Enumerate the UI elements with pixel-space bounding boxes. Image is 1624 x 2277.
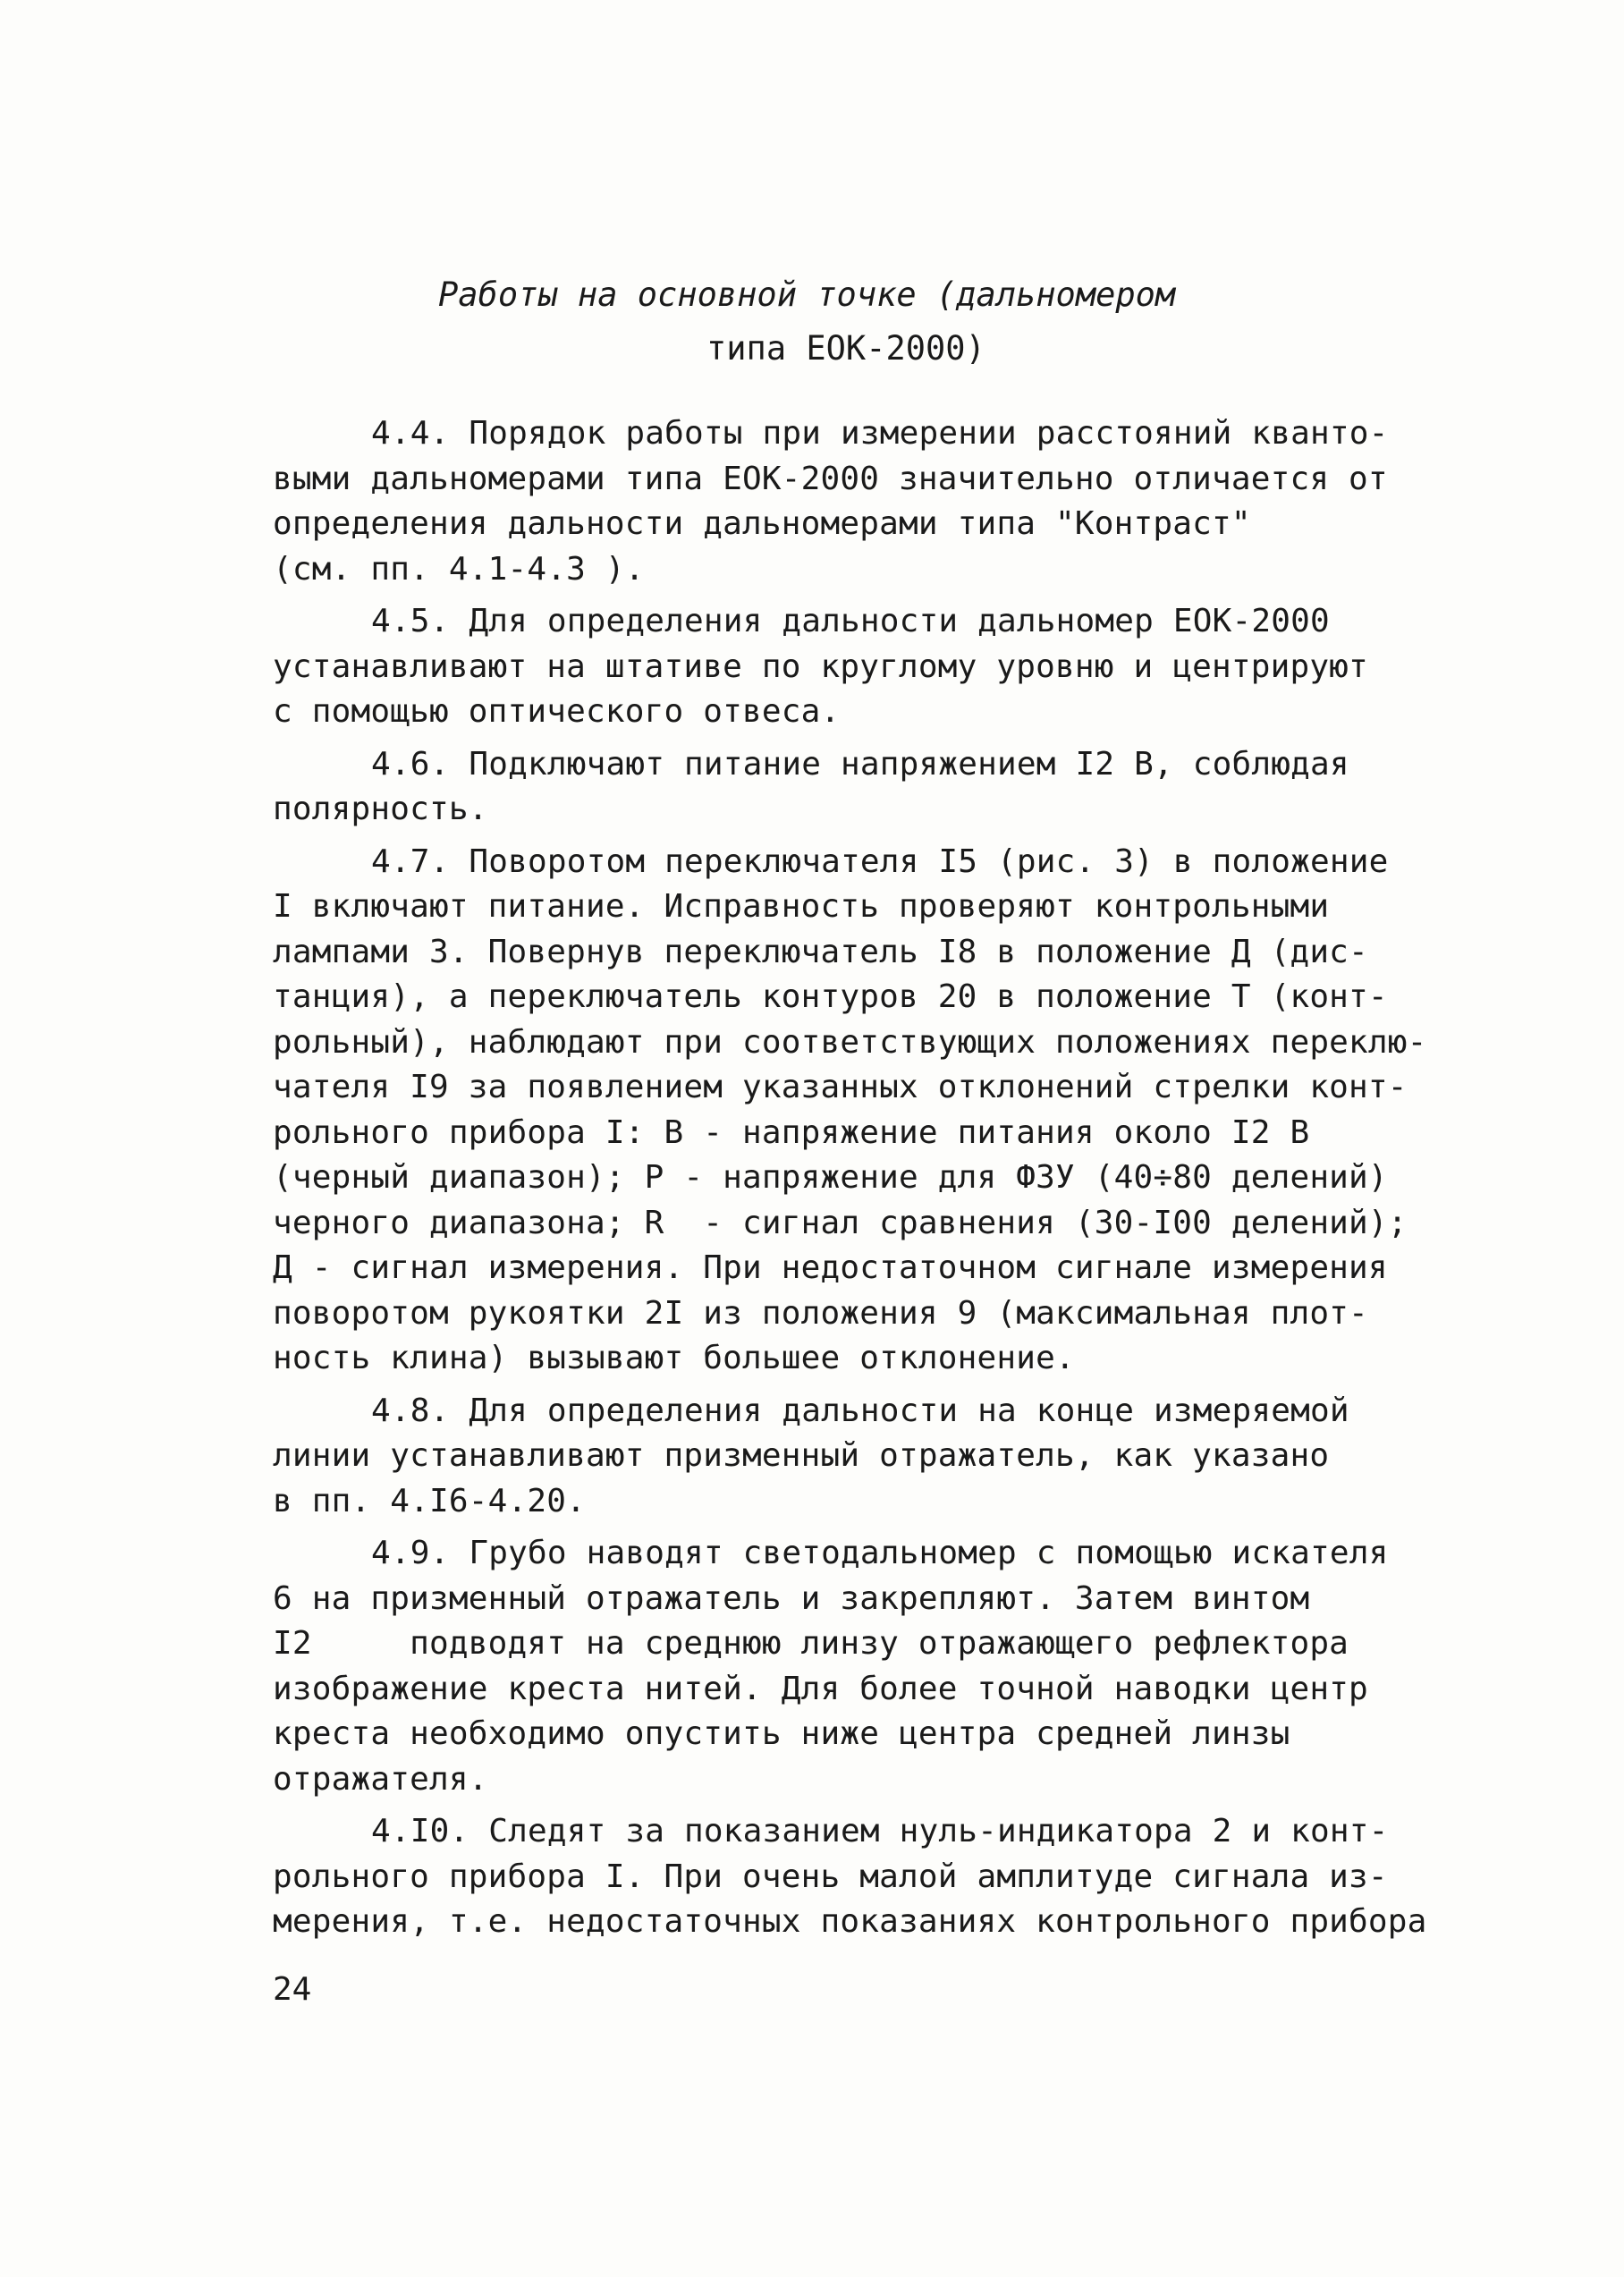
text-line: 4.5. Для определения дальности дальномер ЕОК-2000 (371, 603, 1330, 639)
paragraph-4-5 (273, 599, 1426, 735)
text-line: (черный диапазон); Р - напряжение для ФЗУ (40÷80 делений) (273, 1159, 1388, 1196)
text-line: рольный), наблюдают при соответствующих положениях переклю- (273, 1023, 1427, 1061)
text-line: изображение креста нитей. Для более точной наводки центр (273, 1670, 1368, 1707)
paragraph-4-6 (273, 742, 1426, 833)
text-line: 4.6. Подключают питание напряжением I2 В, соблюдая (371, 745, 1349, 783)
text-line: поворотом рукоятки 2I из положения 9 (максимальная плот- (273, 1294, 1368, 1332)
text-line: (см. пп. 4.1-4.3 ). (273, 550, 645, 588)
text-line: 4.4. Порядок работы при измерении расстояний кванто- (371, 415, 1389, 452)
text-line: отражателя. (273, 1760, 488, 1798)
heading-line-1: Работы на основной точке (дальномером (438, 275, 1176, 314)
text-line: I2 подводят на среднюю линзу отражающего рефлектора (273, 1625, 1349, 1662)
section-heading (268, 268, 1341, 376)
text-line: в пп. 4.I6-4.20. (273, 1482, 586, 1519)
text-line: лампами 3. Повернув переключатель I8 в положение Д (дис- (273, 933, 1368, 970)
paragraph-4-10 (273, 1809, 1426, 1945)
text-line: ность клина) вызывают большее отклонение. (273, 1340, 1075, 1376)
text-line: устанавливают на штативе по круглому уровню и центрируют (273, 648, 1368, 685)
page-number: 24 (273, 1971, 312, 2008)
text-line: определения дальности дальномерами типа "Контраст" (273, 505, 1251, 542)
paragraph-4-8 (273, 1389, 1426, 1525)
heading-line-2: типа ЕОК-2000) (706, 329, 985, 368)
text-line: чателя I9 за появлением указанных отклонений стрелки конт- (273, 1069, 1408, 1105)
paragraph-4-9 (273, 1531, 1426, 1802)
text-line: рольного прибора I. При очень малой амплитуде сигнала из- (273, 1858, 1388, 1895)
text-line: 4.9. Грубо наводят светодальномер с помощью искателя (371, 1535, 1389, 1571)
body-text (273, 411, 1426, 1952)
text-line: выми дальномерами типа ЕОК-2000 значительно отличается от (273, 460, 1388, 497)
text-line: черного диапазона; R - сигнал сравнения (30-I00 делений); (273, 1204, 1408, 1241)
text-line: 4.I0. Следят за показанием нуль-индикатора 2 и конт- (371, 1813, 1389, 1850)
paragraph-4-7 (273, 840, 1426, 1382)
text-line: танция), а переключатель контуров 20 в положение Т (конт- (273, 978, 1388, 1015)
paragraph-4-4 (273, 411, 1426, 592)
text-line: мерения, т.е. недостаточных показаниях контрольного прибора (273, 1903, 1427, 1940)
text-line: I включают питание. Исправность проверяют контрольными (273, 888, 1330, 925)
text-line: креста необходимо опустить ниже центра средней линзы (273, 1715, 1290, 1752)
text-line: полярность. (273, 791, 488, 827)
text-line: рольного прибора I: В - напряжение питания около I2 В (273, 1113, 1310, 1151)
text-line: 4.8. Для определения дальности на конце измеряемой (371, 1392, 1349, 1429)
text-line: 4.7. Поворотом переключателя I5 (рис. 3) в положение (371, 842, 1389, 880)
text-line: Д - сигнал измерения. При недостаточном сигнале измерения (273, 1249, 1388, 1286)
text-line: линии устанавливают призменный отражатель, как указано (273, 1437, 1330, 1474)
text-line: с помощью оптического отвеса. (273, 693, 841, 730)
text-line: 6 на призменный отражатель и закрепляют. Затем винтом (273, 1579, 1310, 1617)
